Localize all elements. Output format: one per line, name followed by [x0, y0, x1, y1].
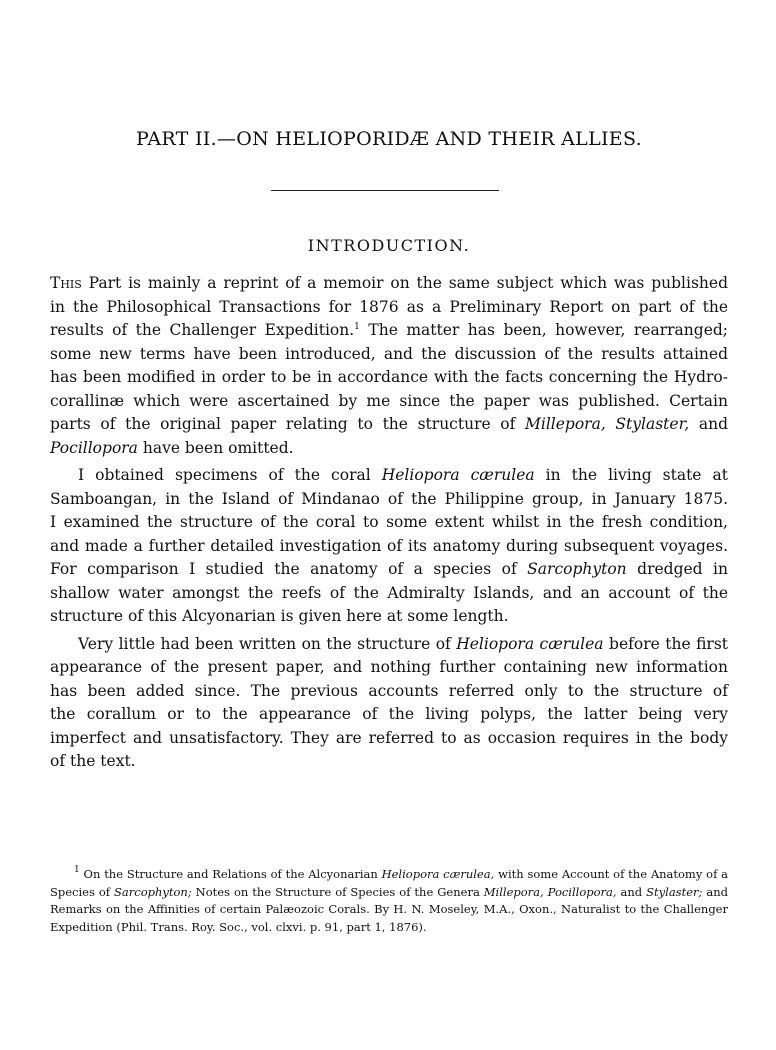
text-line: [50, 511, 728, 535]
text-run: with some Account of the Anatomy of a: [494, 867, 728, 881]
text-run: Remarks on the Affinities of certain Palæozoic Corals. By H. N. Moseley, M.A., Oxon., Naturalist to the Challenger: [50, 902, 728, 916]
text-run: This: [50, 274, 82, 292]
footnote-line: [50, 901, 728, 919]
text-line: [50, 488, 728, 512]
text-line: [50, 437, 728, 461]
text-run: structure of this Alcyonarian is given here at some length.: [50, 607, 509, 625]
body-text: [50, 272, 728, 774]
text-run: For comparison I studied the anatomy of a species of: [50, 560, 528, 578]
text-run: has been modified in order to be in accordance with the facts concerning the Hydro-: [50, 368, 728, 386]
text-line: [50, 750, 728, 774]
text-run: Species of: [50, 884, 115, 899]
text-run: I obtained specimens of the coral: [78, 466, 382, 484]
text-run: some new terms have been introduced, and the discussion of the results attained: [50, 344, 728, 363]
paragraph: [50, 633, 728, 774]
text-run: and: [702, 884, 728, 899]
text-run: shallow water amongst the reefs of the Admiralty Islands, and an account of the: [50, 583, 728, 602]
text-run: The matter has been, however, rearranged;: [359, 321, 729, 339]
text-line: [50, 343, 728, 367]
text-run: corallinæ which were ascertained by me since the paper was published. Certain: [50, 391, 728, 410]
text-run: of the text.: [50, 752, 136, 770]
text-line: [50, 464, 728, 488]
text-line: [50, 558, 728, 582]
text-run: has been added since. The previous accounts referred only to the structure of: [50, 681, 728, 700]
italic-text: Stylaster;: [646, 884, 703, 899]
text-line: [50, 703, 728, 727]
text-line: [50, 633, 728, 657]
footnote-line: [50, 919, 728, 937]
text-line: [50, 535, 728, 559]
text-run: Very little had been written on the structure of: [78, 634, 457, 653]
part-title: PART II.—ON HELIOPORIDÆ AND THEIR ALLIES.: [136, 128, 642, 150]
italic-text: Millepora, Stylaster,: [525, 415, 690, 433]
title-rule: [271, 190, 499, 191]
text-run: in the living state at: [534, 466, 728, 484]
text-run: dredged in: [626, 560, 728, 578]
italic-text: Heliopora cærulea: [456, 634, 604, 653]
paragraph: [50, 272, 728, 460]
text-run: I examined the structure of the coral to some extent whilst in the fresh condition,: [50, 513, 728, 531]
text-run: Samboangan, in the Island of Mindanao of the Philippine group, in January 1875.: [50, 489, 728, 508]
italic-text: Sarcophyton: [527, 560, 627, 578]
italic-text: Sarcophyton;: [114, 884, 192, 899]
text-line: [50, 582, 728, 606]
text-line: [50, 319, 728, 343]
text-line: [50, 680, 728, 704]
text-run: Notes on the Structure of Species of the Genera: [191, 884, 484, 899]
text-line: [50, 296, 728, 320]
text-run: and made a further detailed investigation of its anatomy during subsequent voyages.: [50, 536, 728, 555]
italic-text: Millepora, Pocillopora,: [483, 884, 617, 899]
text-run: appearance of the present paper, and nothing further containing new information: [50, 658, 728, 676]
footnote-line: [50, 866, 728, 884]
footnote-line: [50, 884, 728, 902]
text-line: [50, 413, 728, 437]
paragraph: [50, 464, 728, 629]
text-run: imperfect and unsatisfactory. They are referred to as occasion requires in the body: [50, 728, 728, 747]
text-run: Part is mainly a reprint of a memoir on the same subject which was published: [81, 274, 728, 292]
text-line: [50, 272, 728, 296]
text-line: [50, 366, 728, 390]
text-run: results of the Challenger Expedition.: [50, 321, 355, 339]
section-heading: INTRODUCTION.: [307, 236, 471, 255]
footnote-marker: 1: [354, 322, 360, 332]
text-line: [50, 605, 728, 629]
footnote: [50, 866, 728, 936]
text-run: On the Structure and Relations of the Alcyonarian: [79, 867, 382, 881]
italic-text: Pocillopora: [50, 438, 138, 457]
text-line: [50, 656, 728, 680]
footnote-marker: 1: [74, 865, 80, 875]
text-run: Expedition (Phil. Trans. Roy. Soc., vol. clxvi. p. 91, part 1, 1876).: [50, 919, 427, 934]
text-run: parts of the original paper relating to the structure of: [50, 415, 526, 433]
italic-text: Heliopora cærulea: [381, 466, 535, 484]
text-run: have been omitted.: [137, 438, 294, 457]
text-run: before the first: [603, 634, 729, 653]
text-line: [50, 727, 728, 751]
text-line: [50, 390, 728, 414]
text-run: in the Philosophical Transactions for 1876 as a Preliminary Report on part of the: [50, 297, 728, 316]
text-run: the corallum or to the appearance of the living polyps, the latter being very: [50, 705, 728, 723]
text-run: and: [616, 884, 647, 899]
text-run: and: [689, 415, 728, 433]
italic-text: Heliopora cærulea,: [381, 867, 495, 881]
